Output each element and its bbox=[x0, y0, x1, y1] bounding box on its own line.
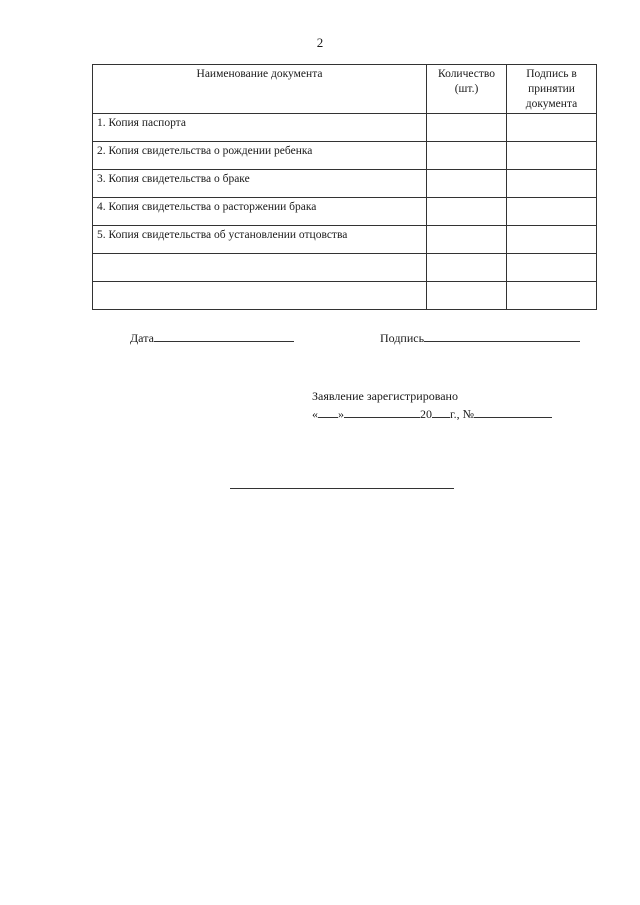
quantity-cell bbox=[427, 254, 507, 282]
year-prefix: 20 bbox=[420, 407, 432, 421]
page-number: 2 bbox=[316, 35, 324, 50]
table-row bbox=[93, 170, 597, 198]
quantity-cell bbox=[427, 114, 507, 142]
open-quote: « bbox=[312, 407, 318, 421]
table-row bbox=[93, 226, 597, 254]
document-name-cell: 5. Копия свидетельства об установлении отцовства bbox=[93, 226, 427, 254]
header-document-name: Наименование документа bbox=[93, 65, 427, 114]
table-row bbox=[93, 114, 597, 142]
registration-date-line bbox=[312, 405, 552, 423]
day-blank bbox=[318, 405, 338, 418]
signature-label: Подпись bbox=[380, 331, 425, 345]
close-quote: » bbox=[338, 407, 344, 421]
quantity-cell bbox=[427, 226, 507, 254]
quantity-cell bbox=[427, 142, 507, 170]
signature-cell bbox=[507, 198, 597, 226]
signature-blank bbox=[424, 328, 580, 342]
signature-line bbox=[380, 328, 580, 346]
date-blank bbox=[154, 328, 294, 342]
document-name-cell: 2. Копия свидетельства о рождении ребенка bbox=[93, 142, 427, 170]
month-blank bbox=[344, 405, 420, 418]
table-row bbox=[93, 254, 597, 282]
document-name-cell: 4. Копия свидетельства о расторжении брака bbox=[93, 198, 427, 226]
header-quantity: Количество (шт.) bbox=[427, 65, 507, 114]
year-blank bbox=[432, 405, 450, 418]
table-row bbox=[93, 282, 597, 310]
year-suffix: г., № bbox=[450, 407, 475, 421]
quantity-cell bbox=[427, 282, 507, 310]
table-row bbox=[93, 198, 597, 226]
header-signature: Подпись в принятии документа bbox=[507, 65, 597, 114]
registration-block bbox=[312, 387, 552, 423]
signature-cell bbox=[507, 254, 597, 282]
document-name-cell bbox=[93, 282, 427, 310]
number-blank bbox=[474, 405, 552, 418]
signature-cell bbox=[507, 170, 597, 198]
document-name-cell: 1. Копия паспорта bbox=[93, 114, 427, 142]
bottom-rule bbox=[230, 488, 454, 489]
signature-cell bbox=[507, 114, 597, 142]
quantity-cell bbox=[427, 170, 507, 198]
signature-cell bbox=[507, 142, 597, 170]
signature-cell bbox=[507, 226, 597, 254]
document-name-cell: 3. Копия свидетельства о браке bbox=[93, 170, 427, 198]
document-name-cell bbox=[93, 254, 427, 282]
table-header-row bbox=[93, 65, 597, 114]
quantity-cell bbox=[427, 198, 507, 226]
date-line bbox=[130, 328, 294, 346]
date-label: Дата bbox=[130, 331, 154, 345]
registration-title: Заявление зарегистрировано bbox=[312, 389, 458, 403]
signature-cell bbox=[507, 282, 597, 310]
documents-table bbox=[92, 64, 597, 310]
table-row bbox=[93, 142, 597, 170]
